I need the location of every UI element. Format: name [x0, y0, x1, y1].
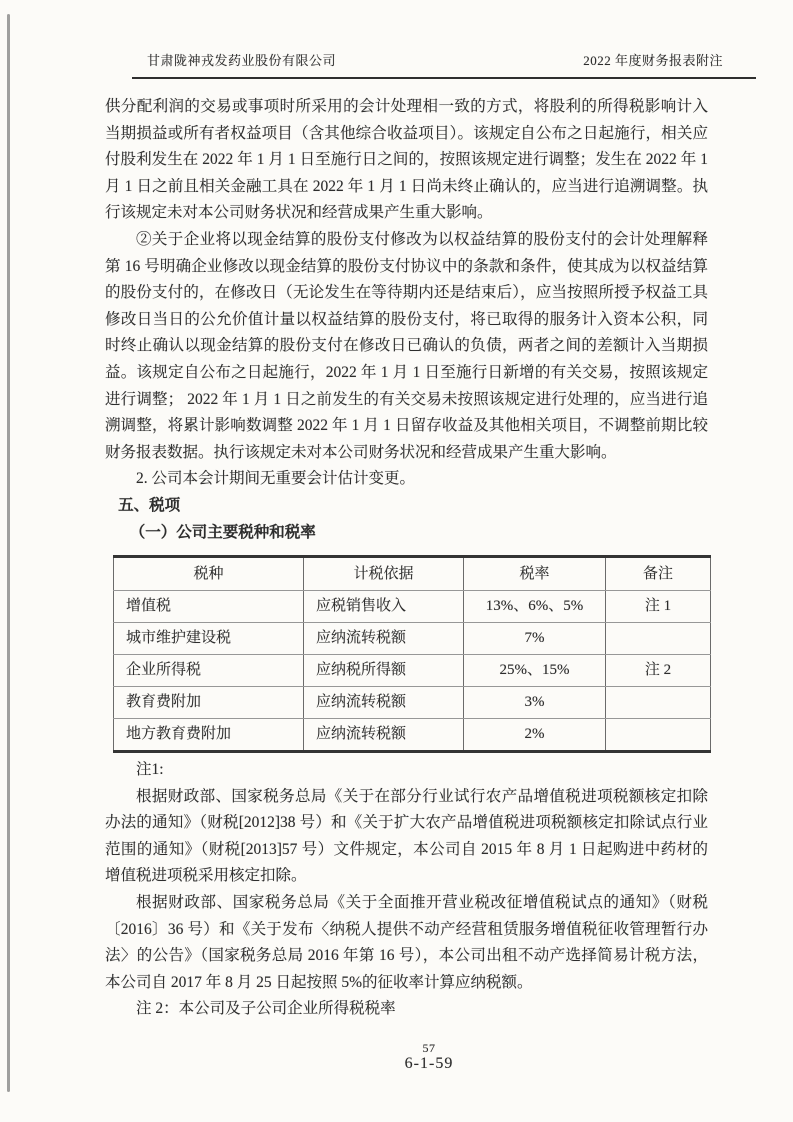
body-paragraphs [105, 94, 708, 493]
note-paragraph: 根据财政部、国家税务总局《关于在部分行业试行农产品增值税进项税额核定扣除办法的通知》（财税[2012]38 号）和《关于扩大农产品增值税进项税额核定扣除试点行业范围的通知》（财税[2013]57 号）文件规定，本公司自 2015 年 8 月 1 日起购进中药材的增值税进项税采用核定扣除。 [105, 787, 708, 885]
tax-type-cell: 城市维护建设税 [114, 623, 304, 655]
note2-text: 注 2：本公司及子公司企业所得税税率 [136, 1000, 396, 1018]
tax-table-header-cell: 税率 [464, 557, 606, 591]
tax-table [113, 555, 711, 753]
table-row [114, 591, 711, 623]
tax-basis-cell: 应纳流转税额 [304, 719, 464, 752]
subsection-heading-tax-rates: （一）公司主要税种和税率 [129, 523, 316, 541]
tax-type-cell: 地方教育费附加 [114, 719, 304, 752]
tax-note-cell [606, 687, 711, 719]
paragraph: 2. 公司本会计期间无重要会计估计变更。 [136, 470, 416, 488]
tax-rate-cell: 2% [464, 719, 606, 752]
tax-note-cell: 注 1 [606, 591, 711, 623]
tax-type-cell: 教育费附加 [114, 687, 304, 719]
note-paragraph: 根据财政部、国家税务总局《关于全面推开营业税改征增值税试点的通知》（财税〔2016〕36 号）和《关于发布〈纳税人提供不动产经营租赁服务增值税征收管理暂行办法〉的公告》（国家税务总局 2016 年第 16 号），本公司出租不动产选择简易计税方法，本公司自 2017 年 8 月 25 日起按照 5%的征收率计算应纳税额。 [105, 894, 708, 991]
tax-table-header-cell: 计税依据 [304, 557, 464, 591]
tax-table-header-cell: 税种 [114, 557, 304, 591]
tax-table-header-cell: 备注 [606, 557, 711, 591]
tax-basis-cell: 应纳税所得额 [304, 655, 464, 687]
section-heading-taxes: 五、税项 [118, 496, 181, 514]
note1-paragraphs [105, 784, 708, 997]
tax-rate-cell: 7% [464, 623, 606, 655]
tax-rate-cell: 25%、15% [464, 655, 606, 687]
tax-type-cell: 增值税 [114, 591, 304, 623]
table-row [114, 655, 711, 687]
paragraph: ②关于企业将以现金结算的股份支付修改为以权益结算的股份支付的会计处理解释第 16 号明确企业修改以现金结算的股份支付协议中的条款和条件，使其成为以权益结算的股份支付的，在修改日（无论发生在等待期内还是结束后），应当按照所授予权益工具修改日当日的公允价值计量以权益结算的股份支付，将已取得的服务计入资本公积，同时终止确认以现金结算的股份支付在修改日已确认的负债，两者之间的差额计入当期损益。该规定自公布之日起施行，2022 年 1 月 1 日至施行日新增的有关交易，按照该规定进行调整； 2022 年 1 月 1 日之前发生的有关交易未按照该规定进行处理的，应当进行追溯调整，将累计影响数调整 2022 年 1 月 1 日留存收益及其他相关项目，不调整前期比较财务报表数据。执行该规定未对本公司财务状况和经营成果产生重大影响。 [105, 230, 708, 461]
tax-type-cell: 企业所得税 [114, 655, 304, 687]
scan-edge-artifact [7, 14, 10, 1092]
doc-title: 2022 年度财务报表附注 [583, 53, 723, 68]
document-body [105, 94, 708, 1023]
tax-basis-cell: 应纳流转税额 [304, 623, 464, 655]
company-name: 甘肃陇神戎发药业股份有限公司 [147, 53, 337, 68]
tax-basis-cell: 应税销售收入 [304, 591, 464, 623]
tax-note-cell: 注 2 [606, 655, 711, 687]
tax-note-cell [606, 719, 711, 752]
tax-rate-cell: 3% [464, 687, 606, 719]
tax-rate-cell: 13%、6%、5% [464, 591, 606, 623]
note1-label: 注1: [136, 761, 164, 779]
tax-table-header-row [114, 557, 711, 591]
page-header [132, 50, 756, 79]
tax-table-body [114, 591, 711, 752]
page-footer [349, 1041, 509, 1073]
paragraph: 供分配利润的交易或事项时所采用的会计处理相一致的方式，将股利的所得税影响计入当期损益或所有者权益项目（含其他综合收益项目）。该规定自公布之日起施行，相关应付股利发生在 2022 年 1 月 1 日至施行日之间的，按照该规定进行调整；发生在 2022 年 1 月 1 日之前且相关金融工具在 2022 年 1 月 1 日尚未终止确认的，应当进行追溯调整。执行该规定未对本公司财务状况和经营成果产生重大影响。 [105, 98, 708, 222]
table-row [114, 687, 711, 719]
tax-basis-cell: 应纳流转税额 [304, 687, 464, 719]
tax-note-cell [606, 623, 711, 655]
page-number: 57 [422, 1041, 436, 1055]
table-row [114, 623, 711, 655]
doc-page-code: 6-1-59 [404, 1055, 454, 1072]
table-row [114, 719, 711, 752]
